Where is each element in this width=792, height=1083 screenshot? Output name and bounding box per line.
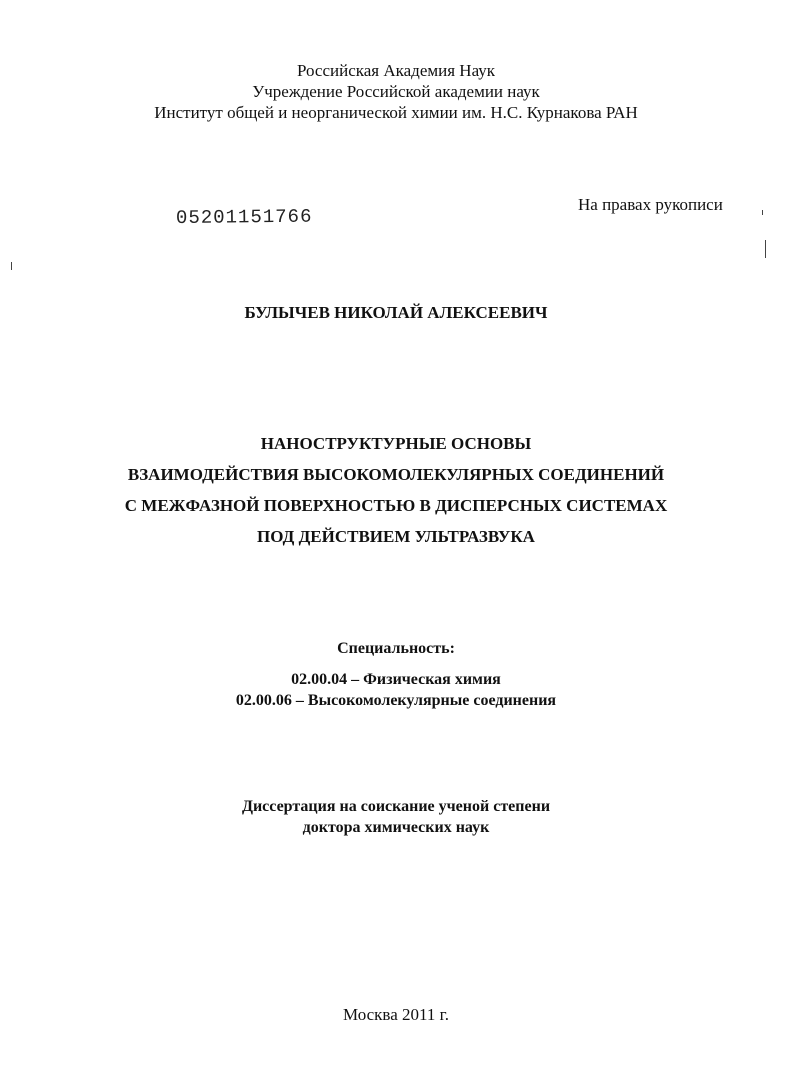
institution-name: Учреждение Российской академии наук: [252, 82, 540, 101]
specialty-item: 02.00.06 – Высокомолекулярные соединения: [235, 692, 557, 709]
manuscript-note: На правах рукописи: [578, 195, 723, 214]
scan-mark: [765, 240, 766, 258]
registration-code: 05201151766: [175, 205, 313, 229]
dissertation-title: [0, 428, 792, 552]
author-name: БУЛЫЧЕВ НИКОЛАЙ АЛЕКСЕЕВИЧ: [244, 303, 548, 322]
specialty-heading: Специальность:: [337, 640, 455, 657]
place-year: Москва 2011 г.: [343, 1005, 449, 1024]
scan-mark: [762, 210, 763, 215]
specialty-item: 02.00.04 – Физическая химия: [291, 671, 501, 688]
title-line: ПОД ДЕЙСТВИЕМ УЛЬТРАЗВУКА: [257, 527, 535, 546]
degree-line: Диссертация на соискание ученой степени: [241, 798, 551, 815]
title-line: ВЗАИМОДЕЙСТВИЯ ВЫСОКОМОЛЕКУЛЯРНЫХ СОЕДИНЕНИЙ: [127, 465, 665, 484]
specialty-list: [0, 669, 792, 711]
title-line: НАНОСТРУКТУРНЫЕ ОСНОВЫ: [260, 434, 532, 453]
title-line: С МЕЖФАЗНОЙ ПОВЕРХНОСТЬЮ В ДИСПЕРСНЫХ СИСТЕМАХ: [124, 496, 668, 515]
institution-header: [0, 60, 792, 123]
institute-name: Институт общей и неорганической химии им. Н.С. Курнакова РАН: [154, 103, 638, 122]
degree-line: доктора химических наук: [302, 819, 490, 836]
scan-mark: [11, 262, 12, 270]
academy-name: Российская Академия Наук: [296, 61, 496, 80]
degree-statement: [0, 796, 792, 838]
